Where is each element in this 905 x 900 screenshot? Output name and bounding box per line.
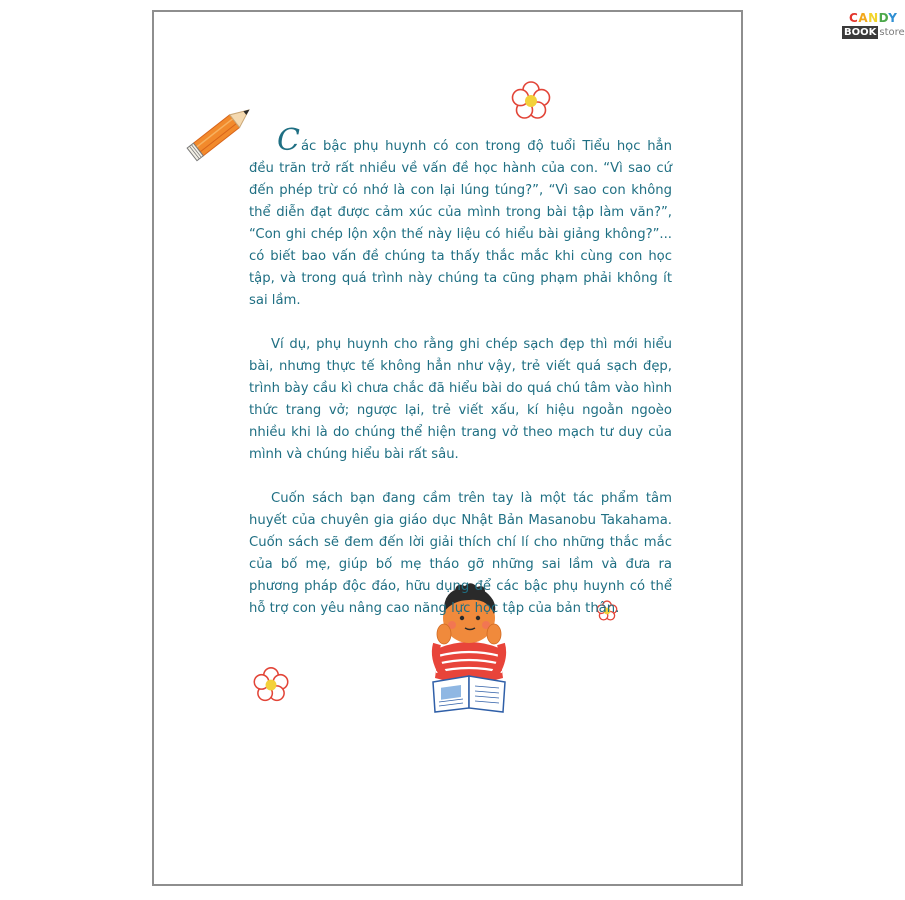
logo-book-text: BOOK: [844, 27, 877, 38]
logo-letter: A: [858, 11, 869, 25]
paragraph-book-intro: Cuốn sách bạn đang cầm trên tay là một tác phẩm tâm huyết của chuyên gia giáo dục Nhật Bản Masanobu Takahama. Cuốn sách sẽ đem đến lời giải thích chí lí cho những thắc mắc của bố mẹ, giúp bố mẹ tháo gỡ những sai lầm và đưa ra phương pháp độc đáo, hữu dụng để các bậc phụ huynh có thể hỗ trợ con yêu nâng cao năng lực học tập của bản thân.: [249, 491, 672, 616]
paragraph-example: Ví dụ, phụ huynh cho rằng ghi chép sạch đẹp thì mới hiểu bài, nhưng thực tế không hẳn như vậy, trẻ viết quá sạch đẹp, trình bày cầu kì chưa chắc đã hiểu bài do quá chú tâm vào hình thức trang vở; ngược lại, trẻ viết xấu, kí hiệu ngoằn ngoèo nhiều khi là do chúng thể hiện trang vở theo mạch tư duy của mình và chúng hiểu bài rất sâu.: [249, 337, 672, 462]
logo-letter: N: [868, 11, 879, 25]
flower-icon: [510, 80, 552, 122]
body-text: [249, 123, 672, 620]
logo-store-text: store: [879, 27, 905, 38]
logo-letter: Y: [888, 11, 898, 25]
logo-candy-text: [849, 11, 897, 25]
logo-letter: C: [849, 11, 859, 25]
flower-icon: [252, 666, 290, 704]
paragraph-intro-text: ác bậc phụ huynh có con trong độ tuổi Tiểu học hẳn đều trăn trở rất nhiều về vấn đề học hành của con. “Vì sao cứ đến phép trừ có nhớ là con lại lúng túng?”, “Vì sao con không thể diễn đạt được cảm xúc của mình trong bài tập làm văn?”, “Con ghi chép lộn xộn thế này liệu có hiểu bài giảng không?”... có biết bao vấn đề chúng ta thấy thắc mắc khi cùng con học tập, và trong quá trình này chúng ta cũng phạm phải không ít sai lầm.: [249, 139, 672, 308]
logo-bookstore: [842, 26, 905, 39]
store-logo: [842, 11, 905, 41]
drop-cap: C: [277, 123, 300, 158]
logo-letter: D: [878, 11, 889, 25]
paragraph-intro: [249, 123, 672, 312]
